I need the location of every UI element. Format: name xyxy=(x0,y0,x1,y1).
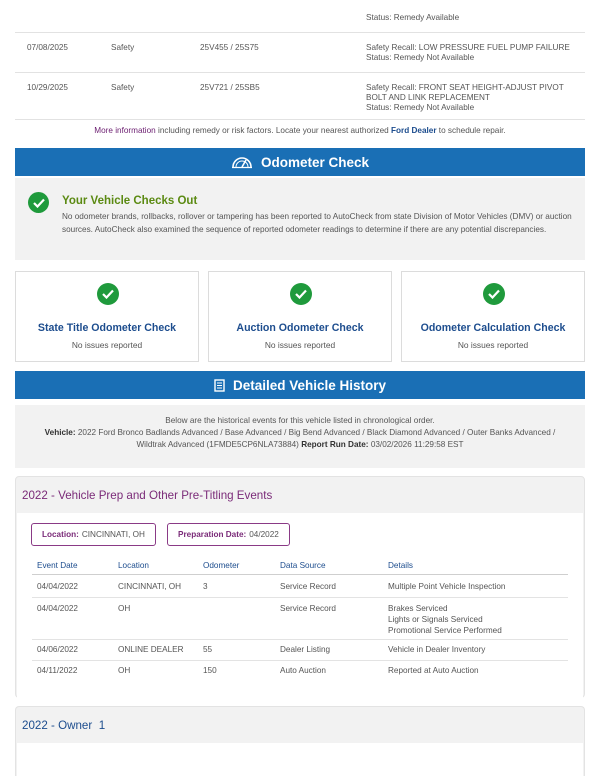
more-info-text: including remedy or risk factors. Locate your nearest authorized xyxy=(155,126,392,135)
event-detail: Vehicle in Dealer Inventory xyxy=(388,645,486,654)
location-value: CINCINNATI, OH xyxy=(81,530,145,539)
event-detail: Promotional Service Performed xyxy=(388,626,502,635)
odometer-check-title: Odometer Check xyxy=(260,154,370,170)
recall-id: 25V455 / 25S75 xyxy=(200,43,259,52)
table-row xyxy=(32,576,568,598)
check-icon xyxy=(483,283,505,305)
event-location: CINCINNATI, OH xyxy=(118,582,182,591)
card-title: Auction Odometer Check xyxy=(236,322,364,334)
event-source: Service Record xyxy=(280,582,336,591)
owner-title-text: 2022 - Owner xyxy=(22,719,93,732)
preparation-date-tag: Preparation Date: 04/2022 xyxy=(167,523,290,546)
table-row xyxy=(32,661,568,682)
owner-title xyxy=(22,719,105,732)
vehicle-description: 2022 Ford Bronco Badlands Advanced / Base Advanced / Big Bend Advanced / Black Diamond Advanced / Outer Banks Advanced / xyxy=(77,428,556,437)
prep-events-panel xyxy=(15,476,585,698)
col-location: Location xyxy=(118,561,149,570)
event-source: Dealer Listing xyxy=(280,645,331,654)
recall-detail: Safety Recall: FRONT SEAT HEIGHT-ADJUST PIVOT xyxy=(366,83,564,92)
card-status: No issues reported xyxy=(264,340,336,350)
more-info-end: to schedule repair. xyxy=(436,126,506,135)
recall-status: Status: Remedy Not Available xyxy=(366,103,475,112)
check-icon xyxy=(97,283,119,305)
more-information-link[interactable]: More information xyxy=(94,126,156,135)
event-detail: Brakes Serviced xyxy=(388,604,448,613)
vehicle-info xyxy=(15,405,585,468)
card-status: No issues reported xyxy=(71,340,143,350)
recall-status: Status: Remedy Not Available xyxy=(366,53,475,62)
card-title: State Title Odometer Check xyxy=(37,322,177,334)
recall-row xyxy=(15,32,585,72)
prep-events-title: 2022 - Vehicle Prep and Other Pre-Titling Events xyxy=(22,489,273,502)
event-date: 04/06/2022 xyxy=(37,645,78,654)
location-tag: Location: CINCINNATI, OH xyxy=(31,523,156,546)
odometer-summary-text: No odometer brands, rollbacks, rollover or tampering has been reported to AutoCheck from state Division of Motor Vehicles (DMV) or auction sources. AutoCheck also examined the sequence of reported odometer readings to determine if there are any potential discrepancies. xyxy=(62,212,572,234)
ford-dealer-link[interactable]: Ford Dealer xyxy=(391,126,437,135)
vehicle-history-header xyxy=(15,371,585,399)
card-status: No issues reported xyxy=(457,340,529,350)
recall-more-info xyxy=(0,126,600,135)
odometer-summary xyxy=(15,178,585,260)
vehicle-vin: Wildtrak Advanced (1FMDE5CP6NLA73884) xyxy=(136,440,299,449)
run-date: 03/02/2026 11:29:58 EST xyxy=(370,440,464,449)
recall-id: 25V721 / 25SB5 xyxy=(200,83,260,92)
odometer-summary-title: Your Vehicle Checks Out xyxy=(62,195,198,207)
recall-status-prev: Status: Remedy Available xyxy=(366,13,460,22)
recall-date: 07/08/2025 xyxy=(27,43,68,52)
speedometer-icon xyxy=(231,155,253,169)
table-row xyxy=(32,640,568,661)
history-intro: Below are the historical events for this vehicle listed in chronological order. xyxy=(165,416,435,425)
run-date-label: Report Run Date: xyxy=(301,440,369,449)
check-icon xyxy=(290,283,312,305)
event-source: Service Record xyxy=(280,604,336,613)
document-icon xyxy=(214,379,225,392)
odometer-calculation-card xyxy=(401,271,585,362)
recall-detail: Safety Recall: LOW PRESSURE FUEL PUMP FAILURE xyxy=(366,43,570,52)
col-odometer: Odometer xyxy=(203,561,240,570)
event-detail: Reported at Auto Auction xyxy=(388,666,479,675)
vehicle-history-title: Detailed Vehicle History xyxy=(232,377,387,393)
table-row xyxy=(32,598,568,640)
event-location: OH xyxy=(118,666,131,675)
event-odometer: 150 xyxy=(203,666,217,675)
recall-date: 10/29/2025 xyxy=(27,83,68,92)
preparation-date-value: 04/2022 xyxy=(249,530,279,539)
check-icon xyxy=(28,192,49,213)
card-title: Odometer Calculation Check xyxy=(420,322,566,334)
vehicle-label: Vehicle: xyxy=(44,428,76,437)
event-odometer: 3 xyxy=(203,582,208,591)
event-detail: Lights or Signals Serviced xyxy=(388,615,483,624)
recall-type: Safety xyxy=(111,43,135,52)
event-detail: Multiple Point Vehicle Inspection xyxy=(388,582,506,591)
divider xyxy=(15,119,585,120)
recall-row xyxy=(15,72,585,119)
owner-panel xyxy=(15,706,585,776)
owner-number: 1 xyxy=(98,719,106,732)
event-source: Auto Auction xyxy=(280,666,326,675)
event-location: OH xyxy=(118,604,131,613)
recall-detail: BOLT AND LINK REPLACEMENT xyxy=(366,93,490,102)
prep-events-body xyxy=(17,513,583,698)
event-date: 04/11/2022 xyxy=(37,666,78,675)
state-title-odometer-card xyxy=(15,271,199,362)
recall-type: Safety xyxy=(111,83,135,92)
col-event-date: Event Date xyxy=(37,561,78,570)
auction-odometer-card xyxy=(208,271,392,362)
event-odometer: 55 xyxy=(203,645,213,654)
col-details: Details xyxy=(388,561,414,570)
odometer-check-header xyxy=(15,148,585,176)
events-table-header xyxy=(32,558,568,575)
owner-body xyxy=(17,743,583,776)
event-date: 04/04/2022 xyxy=(37,604,78,613)
col-data-source: Data Source xyxy=(280,561,326,570)
event-location: ONLINE DEALER xyxy=(118,645,184,654)
event-date: 04/04/2022 xyxy=(37,582,78,591)
